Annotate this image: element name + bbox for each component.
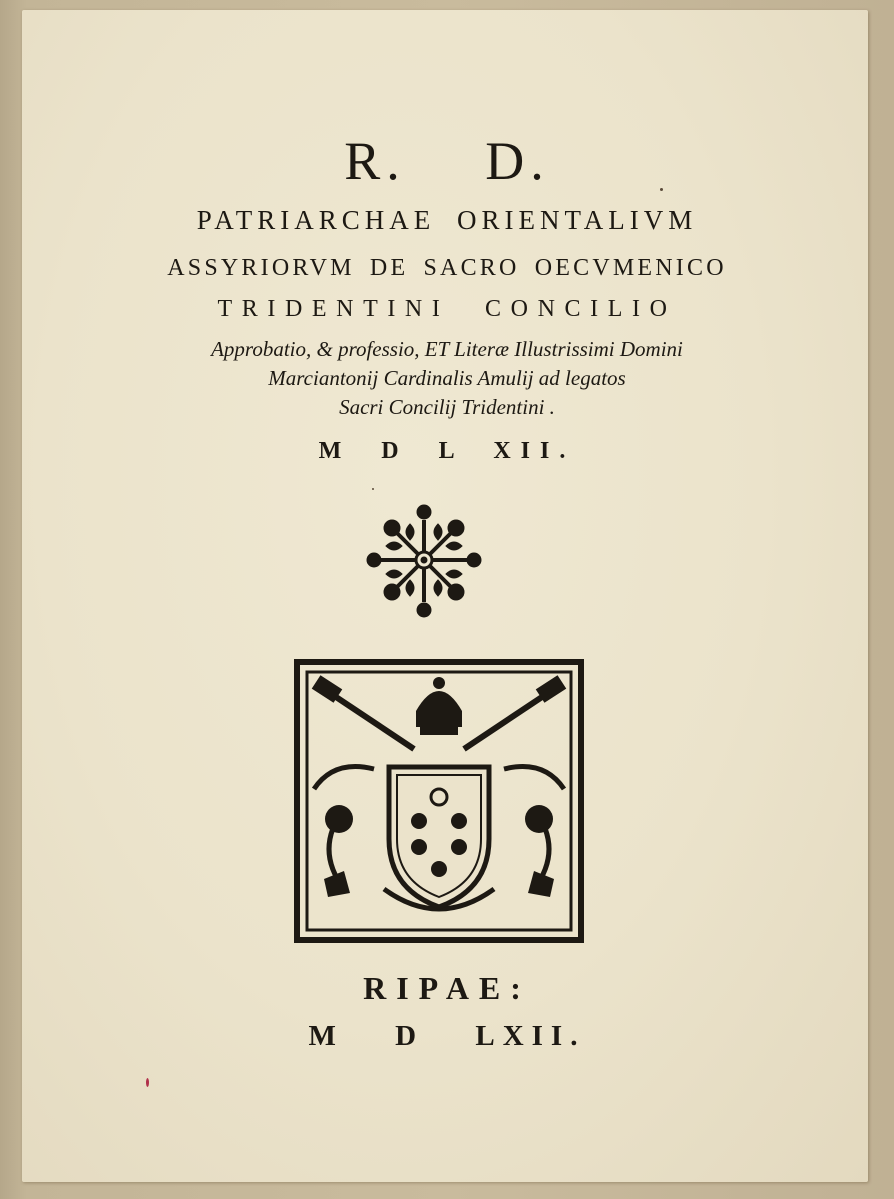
papal-coat-of-arms-woodcut bbox=[294, 659, 584, 943]
imprint-place: RIPAE: bbox=[363, 970, 531, 1006]
ink-speck bbox=[660, 188, 663, 191]
title-line-1: PATRIARCHAE ORIENTALIVM bbox=[196, 205, 698, 235]
subtitle-line-1: Approbatio, & professio, ET Literæ Illustrissimi Domini bbox=[211, 337, 683, 361]
date-top: M D L XII. bbox=[318, 438, 576, 464]
imprint-date: M D LXII. bbox=[308, 1020, 586, 1052]
floral-ornament-icon bbox=[366, 500, 482, 622]
heading: R. D. bbox=[344, 131, 550, 191]
subtitle-line-2: Marciantonij Cardinalis Amulij ad legatos bbox=[268, 366, 626, 390]
subtitle-line-3: Sacri Concilij Tridentini . bbox=[339, 395, 555, 419]
title-line-3: TRIDENTINI CONCILIO bbox=[217, 296, 677, 322]
ink-speck bbox=[146, 1078, 149, 1087]
ink-speck bbox=[372, 488, 374, 490]
title-line-2: ASSYRIORVM DE SACRO OECVMENICO bbox=[167, 255, 727, 281]
